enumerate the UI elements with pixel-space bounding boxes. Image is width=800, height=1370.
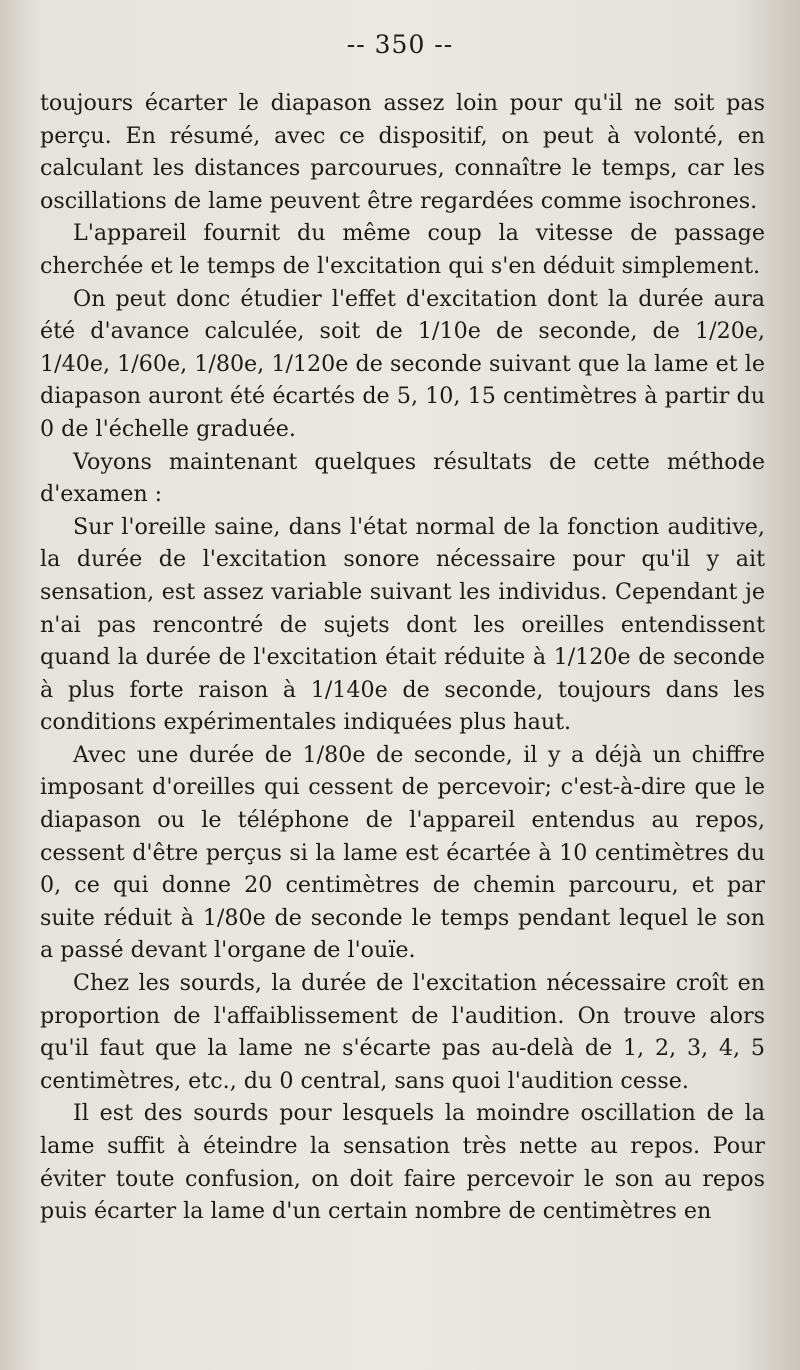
- body-text: [40, 87, 765, 1228]
- page-number: -- 350 --: [346, 30, 454, 59]
- paragraph-2: L'appareil fournit du même coup la vitesse de passage cherchée et le temps de l'excitation qui s'en déduit simplement.: [40, 220, 765, 279]
- paragraph-1: toujours écarter le diapason assez loin pour qu'il ne soit pas perçu. En résumé, avec ce dispositif, on peut à volonté, en calculant les distances parcourues, connaître le temps, car les oscillations de lame peuvent être regardées comme isochrones.: [40, 90, 765, 214]
- paragraph-4: Voyons maintenant quelques résultats de cette méthode d'examen :: [40, 448, 765, 508]
- paragraph-6: Avec une durée de 1/80e de seconde, il y a déjà un chiffre imposant d'oreilles qui cessent de percevoir; c'est-à-dire que le diapason ou le téléphone de l'appareil entendus au repos, cessent d'être perçus si la lame est écartée à 10 centimètres du 0, ce qui donne 20 centimètres de chemin parcouru, et par suite réduit à 1/80e de seconde le temps pendant lequel le son a passé devant l'organe de l'ouïe.: [40, 741, 765, 964]
- paragraph-8: Il est des sourds pour lesquels la moindre oscillation de la lame suffit à éteindre la sensation très nette au repos. Pour éviter toute confusion, on doit faire percevoir le son au repos puis écarter la lame d'un certain nombre de centimètres en: [40, 1100, 765, 1225]
- paragraph-5: Sur l'oreille saine, dans l'état normal de la fonction auditive, la durée de l'excitation sonore nécessaire pour qu'il y ait sensation, est assez variable suivant les individus. Cependant je n'ai pas rencontré de sujets dont les oreilles entendissent quand la durée de l'excitation était réduite à 1/120e de seconde à plus forte raison à 1/140e de seconde, toujours dans les conditions expérimentales indiquées plus haut.: [40, 513, 765, 736]
- paragraph-3: On peut donc étudier l'effet d'excitation dont la durée aura été d'avance calculée, soit de 1/10e de seconde, de 1/20e, 1/40e, 1/60e, 1/80e, 1/120e de seconde suivant que la lame et le diapason auront été écartés de 5, 10, 15 centimètres à partir du 0 de l'échelle graduée.: [40, 285, 765, 442]
- paragraph-7: Chez les sourds, la durée de l'excitation nécessaire croît en proportion de l'affaiblissement de l'audition. On trouve alors qu'il faut que la lame ne s'écarte pas au-delà de 1, 2, 3, 4, 5 centimètres, etc., du 0 central, sans quoi l'audition cesse.: [40, 970, 765, 1094]
